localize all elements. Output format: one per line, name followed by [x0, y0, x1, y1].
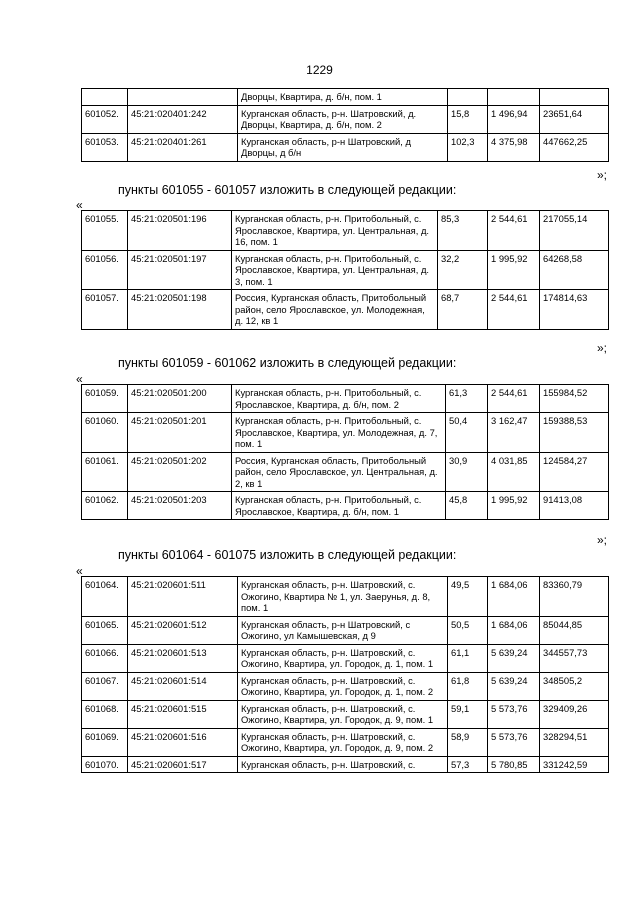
- area-cell: 50,4: [446, 413, 488, 453]
- value-cell: 344557,73: [540, 644, 609, 672]
- area-cell: 61,3: [446, 385, 488, 413]
- value-cell: 124584,27: [540, 452, 609, 492]
- rate-cell: 5 780,85: [488, 756, 540, 773]
- opening-quote: «: [76, 372, 83, 386]
- item-number-cell: 601052.: [82, 105, 128, 133]
- value-cell: 329409,26: [540, 700, 609, 728]
- cadastral-number-cell: 45:21:020601:516: [128, 728, 238, 756]
- item-number-cell: 601056.: [82, 250, 128, 290]
- address-cell: Курганская область, р-н. Притобольный, с. Ярославское, Квартира, ул. Центральная, д. 3, пом. 1: [232, 250, 438, 290]
- page-number: 1229: [306, 63, 333, 77]
- registry-table-continuation: [81, 88, 609, 162]
- address-cell: Курганская область, р-н. Притобольный, с. Ярославское, Квартира, д. б/н, пом. 1: [232, 492, 446, 520]
- area-cell: 102,3: [448, 133, 488, 161]
- address-cell: Курганская область, р-н. Шатровский, д. Дворцы, Квартира, д. б/н, пом. 2: [238, 105, 448, 133]
- address-cell: Дворцы, Квартира, д. б/н, пом. 1: [238, 89, 448, 106]
- rate-cell: 2 544,61: [488, 290, 540, 330]
- address-cell: Курганская область, р-н. Шатровский, с. Ожогино, Квартира, ул. Городок, д. 9, пом. 2: [238, 728, 448, 756]
- cadastral-number-cell: 45:21:020601:515: [128, 700, 238, 728]
- value-cell: 91413,08: [540, 492, 609, 520]
- value-cell: 328294,51: [540, 728, 609, 756]
- rate-cell: 5 573,76: [488, 728, 540, 756]
- value-cell: 85044,85: [540, 616, 609, 644]
- area-cell: [448, 89, 488, 106]
- address-cell: Россия, Курганская область, Притобольный район, село Ярославское, ул. Молодежная, д. 12, кв 1: [232, 290, 438, 330]
- address-cell: Курганская область, р-н. Притобольный, с. Ярославское, Квартира, д. б/н, пом. 2: [232, 385, 446, 413]
- address-cell: Курганская область, р-н. Шатровский, с.: [238, 756, 448, 773]
- item-number-cell: 601062.: [82, 492, 128, 520]
- address-cell: Курганская область, р-н. Шатровский, с. Ожогино, Квартира, ул. Городок, д. 9, пом. 1: [238, 700, 448, 728]
- area-cell: 30,9: [446, 452, 488, 492]
- value-cell: 174814,63: [540, 290, 609, 330]
- cadastral-number-cell: 45:21:020601:517: [128, 756, 238, 773]
- table-row: [82, 577, 609, 617]
- table-row: [82, 385, 609, 413]
- rate-cell: [488, 89, 540, 106]
- item-number-cell: 601060.: [82, 413, 128, 453]
- address-cell: Курганская область, р-н. Шатровский, с. Ожогино, Квартира № 1, ул. Заерунья, д. 8, пом. 1: [238, 577, 448, 617]
- cadastral-number-cell: 45:21:020501:200: [128, 385, 232, 413]
- value-cell: 159388,53: [540, 413, 609, 453]
- value-cell: 64268,58: [540, 250, 609, 290]
- value-cell: 447662,25: [540, 133, 609, 161]
- table-row: [82, 700, 609, 728]
- item-number-cell: 601070.: [82, 756, 128, 773]
- area-cell: 68,7: [438, 290, 488, 330]
- area-cell: 50,5: [448, 616, 488, 644]
- table-row: [82, 644, 609, 672]
- item-number-cell: 601057.: [82, 290, 128, 330]
- item-number-cell: 601064.: [82, 577, 128, 617]
- opening-quote: «: [76, 564, 83, 578]
- table-row: [82, 452, 609, 492]
- section-heading: пункты 601055 - 601057 изложить в следующей редакции:: [118, 183, 457, 197]
- item-number-cell: 601065.: [82, 616, 128, 644]
- cadastral-number-cell: 45:21:020401:242: [128, 105, 238, 133]
- cadastral-number-cell: 45:21:020601:512: [128, 616, 238, 644]
- item-number-cell: 601059.: [82, 385, 128, 413]
- area-cell: 85,3: [438, 211, 488, 251]
- registry-table: [81, 384, 609, 520]
- table-row: [82, 133, 609, 161]
- opening-quote: «: [76, 198, 83, 212]
- rate-cell: 2 544,61: [488, 211, 540, 251]
- value-cell: [540, 89, 609, 106]
- closing-quote: »;: [596, 168, 607, 182]
- value-cell: 155984,52: [540, 385, 609, 413]
- address-cell: Курганская область, р-н Шатровский, д Дворцы, д б/н: [238, 133, 448, 161]
- rate-cell: 1 496,94: [488, 105, 540, 133]
- item-number-cell: 601066.: [82, 644, 128, 672]
- table-row: [82, 616, 609, 644]
- item-number-cell: 601053.: [82, 133, 128, 161]
- area-cell: 58,9: [448, 728, 488, 756]
- address-cell: Курганская область, р-н. Притобольный, с. Ярославское, Квартира, ул. Молодежная, д. 7, пом. 1: [232, 413, 446, 453]
- cadastral-number-cell: 45:21:020601:511: [128, 577, 238, 617]
- area-cell: 61,1: [448, 644, 488, 672]
- rate-cell: 2 544,61: [488, 385, 540, 413]
- item-number-cell: 601068.: [82, 700, 128, 728]
- rate-cell: 5 639,24: [488, 644, 540, 672]
- rate-cell: 1 995,92: [488, 492, 540, 520]
- cadastral-number-cell: 45:21:020601:513: [128, 644, 238, 672]
- table-row: [82, 756, 609, 773]
- item-number-cell: 601061.: [82, 452, 128, 492]
- area-cell: 61,8: [448, 672, 488, 700]
- rate-cell: 5 639,24: [488, 672, 540, 700]
- table-row: [82, 413, 609, 453]
- address-cell: Россия, Курганская область, Притобольный район, село Ярославское, ул. Центральная, д. 2, кв 1: [232, 452, 446, 492]
- table-row: [82, 290, 609, 330]
- area-cell: 32,2: [438, 250, 488, 290]
- registry-table: [81, 576, 609, 773]
- address-cell: Курганская область, р-н Шатровский, с Ожогино, ул Камышевская, д 9: [238, 616, 448, 644]
- table-row: [82, 492, 609, 520]
- cadastral-number-cell: 45:21:020501:197: [128, 250, 232, 290]
- address-cell: Курганская область, р-н. Притобольный, с. Ярославское, Квартира, ул. Центральная, д. 16, пом. 1: [232, 211, 438, 251]
- rate-cell: 3 162,47: [488, 413, 540, 453]
- cadastral-number-cell: 45:21:020601:514: [128, 672, 238, 700]
- table-row: [82, 89, 609, 106]
- table-row: [82, 105, 609, 133]
- item-number-cell: 601069.: [82, 728, 128, 756]
- cadastral-number-cell: 45:21:020501:196: [128, 211, 232, 251]
- section-heading: пункты 601064 - 601075 изложить в следующей редакции:: [118, 548, 457, 562]
- address-cell: Курганская область, р-н. Шатровский, с. Ожогино, Квартира, ул. Городок, д. 1, пом. 2: [238, 672, 448, 700]
- cadastral-number-cell: 45:21:020501:202: [128, 452, 232, 492]
- cadastral-number-cell: 45:21:020501:203: [128, 492, 232, 520]
- area-cell: 57,3: [448, 756, 488, 773]
- item-number-cell: 601067.: [82, 672, 128, 700]
- registry-table: [81, 210, 609, 330]
- area-cell: 15,8: [448, 105, 488, 133]
- value-cell: 217055,14: [540, 211, 609, 251]
- value-cell: 331242,59: [540, 756, 609, 773]
- table-row: [82, 211, 609, 251]
- rate-cell: 1 684,06: [488, 616, 540, 644]
- cadastral-number-cell: 45:21:020401:261: [128, 133, 238, 161]
- value-cell: 83360,79: [540, 577, 609, 617]
- section-heading: пункты 601059 - 601062 изложить в следующей редакции:: [118, 356, 457, 370]
- closing-quote: »;: [596, 341, 607, 355]
- item-number-cell: [82, 89, 128, 106]
- table-row: [82, 728, 609, 756]
- table-row: [82, 672, 609, 700]
- rate-cell: 4 031,85: [488, 452, 540, 492]
- rate-cell: 4 375,98: [488, 133, 540, 161]
- rate-cell: 1 995,92: [488, 250, 540, 290]
- area-cell: 45,8: [446, 492, 488, 520]
- rate-cell: 1 684,06: [488, 577, 540, 617]
- item-number-cell: 601055.: [82, 211, 128, 251]
- cadastral-number-cell: 45:21:020501:198: [128, 290, 232, 330]
- address-cell: Курганская область, р-н. Шатровский, с. Ожогино, Квартира, ул. Городок, д. 1, пом. 1: [238, 644, 448, 672]
- area-cell: 59,1: [448, 700, 488, 728]
- closing-quote: »;: [596, 533, 607, 547]
- area-cell: 49,5: [448, 577, 488, 617]
- table-row: [82, 250, 609, 290]
- rate-cell: 5 573,76: [488, 700, 540, 728]
- cadastral-number-cell: 45:21:020501:201: [128, 413, 232, 453]
- cadastral-number-cell: [128, 89, 238, 106]
- value-cell: 23651,64: [540, 105, 609, 133]
- value-cell: 348505,2: [540, 672, 609, 700]
